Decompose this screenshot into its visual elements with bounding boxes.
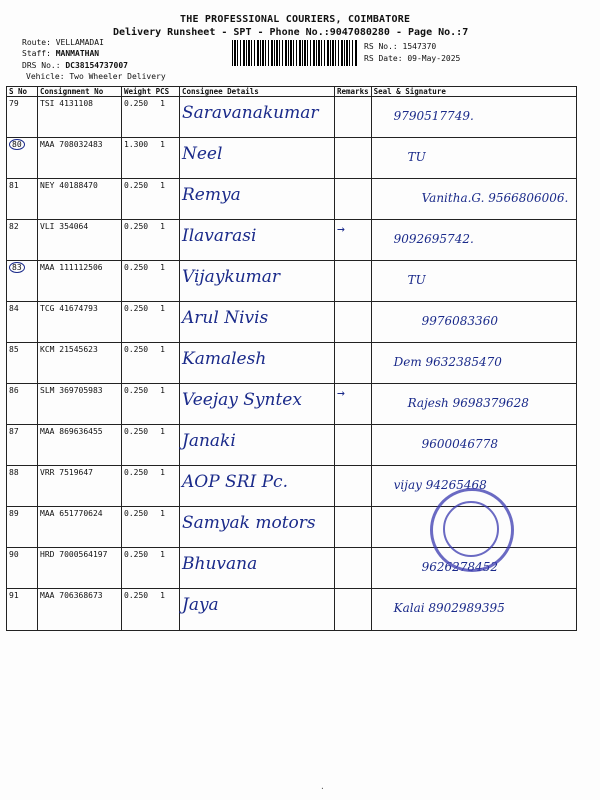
signature-handwriting: 9600046778 bbox=[421, 437, 498, 451]
arrow-icon: → bbox=[337, 386, 345, 401]
consignee-handwriting: Bhuvana bbox=[182, 554, 258, 574]
seal-cell bbox=[371, 220, 576, 261]
barcode-image bbox=[232, 40, 357, 66]
remarks-cell bbox=[335, 179, 372, 220]
remarks-cell bbox=[335, 425, 372, 466]
consignee-cell bbox=[180, 138, 335, 179]
remarks-cell bbox=[335, 261, 372, 302]
drs-label: DRS No.: bbox=[22, 61, 61, 70]
consignment-cell: MAA 111112506 bbox=[38, 261, 122, 302]
consignment-cell: TCG 41674793 bbox=[38, 302, 122, 343]
drs-number: DC38154737007 bbox=[65, 61, 128, 70]
consignee-cell bbox=[180, 220, 335, 261]
pieces-count: 1 bbox=[160, 99, 165, 108]
serial-number-cell: 86 bbox=[7, 384, 38, 425]
remarks-cell bbox=[335, 384, 372, 425]
consignment-cell: MAA 708032483 bbox=[38, 138, 122, 179]
consignee-handwriting: Kamalesh bbox=[182, 349, 267, 369]
weight-cell: 0.250 1 bbox=[122, 97, 180, 138]
consignee-cell bbox=[180, 466, 335, 507]
pieces-count: 1 bbox=[160, 140, 165, 149]
seal-cell bbox=[371, 261, 576, 302]
pieces-count: 1 bbox=[160, 345, 165, 354]
serial-number-cell: 81 bbox=[7, 179, 38, 220]
signature-handwriting: TU bbox=[407, 273, 426, 287]
consignee-handwriting: Neel bbox=[182, 144, 223, 164]
col-weight-pcs: Weight PCS bbox=[122, 87, 180, 97]
signature-handwriting: 9092695742. bbox=[393, 232, 474, 246]
consignment-cell: TSI 4131108 bbox=[38, 97, 122, 138]
remarks-cell bbox=[335, 302, 372, 343]
rs-date: RS Date: 09-May-2025 bbox=[364, 54, 461, 63]
pieces-count: 1 bbox=[160, 550, 165, 559]
table-row bbox=[7, 425, 577, 466]
vehicle-text: Vehicle: Two Wheeler Delivery bbox=[26, 72, 166, 81]
pieces-count: 1 bbox=[160, 427, 165, 436]
seal-cell bbox=[371, 343, 576, 384]
consignee-cell bbox=[180, 507, 335, 548]
consignee-handwriting: Ilavarasi bbox=[182, 226, 257, 246]
pieces-count: 1 bbox=[160, 468, 165, 477]
serial-number-cell: 88 bbox=[7, 466, 38, 507]
table-row bbox=[7, 384, 577, 425]
signature-handwriting: 9626278452 bbox=[421, 560, 498, 574]
consignee-handwriting: Remya bbox=[182, 185, 241, 205]
consignee-handwriting: Veejay Syntex bbox=[182, 390, 302, 410]
weight-cell: 0.250 1 bbox=[122, 589, 180, 631]
pieces-count: 1 bbox=[160, 304, 165, 313]
weight-cell: 0.250 1 bbox=[122, 179, 180, 220]
signature-handwriting: Kalai 8902989395 bbox=[393, 601, 505, 615]
arrow-icon: → bbox=[337, 222, 345, 237]
company-stamp bbox=[430, 488, 514, 572]
pieces-count: 1 bbox=[160, 386, 165, 395]
signature-handwriting: 9790517749. bbox=[393, 109, 474, 123]
consignee-handwriting: Saravanakumar bbox=[182, 103, 319, 123]
seal-cell bbox=[371, 589, 576, 631]
consignee-handwriting: Vijaykumar bbox=[182, 267, 281, 287]
table-row bbox=[7, 179, 577, 220]
weight-cell: 0.250 1 bbox=[122, 507, 180, 548]
table-row bbox=[7, 589, 577, 631]
table-header bbox=[7, 87, 577, 97]
col-consignment: Consignment No bbox=[38, 87, 122, 97]
seal-cell bbox=[371, 138, 576, 179]
page-mark: · bbox=[320, 784, 325, 793]
consignee-cell bbox=[180, 343, 335, 384]
weight-cell: 0.250 1 bbox=[122, 425, 180, 466]
serial-number-cell: 85 bbox=[7, 343, 38, 384]
pieces-count: 1 bbox=[160, 591, 165, 600]
consignee-handwriting: Janaki bbox=[182, 431, 236, 451]
table-row bbox=[7, 302, 577, 343]
seal-cell bbox=[371, 97, 576, 138]
weight-cell: 0.250 1 bbox=[122, 466, 180, 507]
serial-number-cell: 79 bbox=[7, 97, 38, 138]
signature-handwriting: 9976083360 bbox=[421, 314, 498, 328]
seal-cell bbox=[371, 179, 576, 220]
table-row bbox=[7, 97, 577, 138]
serial-number-cell: 89 bbox=[7, 507, 38, 548]
weight-cell: 0.250 1 bbox=[122, 302, 180, 343]
consignee-handwriting: Samyak motors bbox=[182, 513, 316, 533]
serial-number-cell: 87 bbox=[7, 425, 38, 466]
table-row bbox=[7, 220, 577, 261]
consignee-cell bbox=[180, 425, 335, 466]
consignee-handwriting: AOP SRI Pc. bbox=[182, 472, 288, 492]
col-consignee: Consignee Details bbox=[180, 87, 335, 97]
weight-cell: 0.250 1 bbox=[122, 343, 180, 384]
col-sno: S No bbox=[7, 87, 38, 97]
drs-line bbox=[22, 61, 128, 70]
signature-handwriting: Vanitha.G. 9566806006. bbox=[421, 191, 569, 205]
seal-cell bbox=[371, 384, 576, 425]
seal-cell bbox=[371, 425, 576, 466]
table-row bbox=[7, 138, 577, 179]
consignment-cell: KCM 21545623 bbox=[38, 343, 122, 384]
signature-handwriting: vijay 94265468 bbox=[393, 478, 487, 492]
remarks-cell bbox=[335, 507, 372, 548]
consignee-cell bbox=[180, 302, 335, 343]
consignee-cell bbox=[180, 179, 335, 220]
weight-cell: 1.300 1 bbox=[122, 138, 180, 179]
staff-name: MANMATHAN bbox=[55, 49, 100, 58]
consignee-cell bbox=[180, 97, 335, 138]
signature-handwriting: Rajesh 9698379628 bbox=[407, 396, 529, 410]
consignee-cell bbox=[180, 384, 335, 425]
consignee-handwriting: Arul Nivis bbox=[182, 308, 269, 328]
weight-cell: 0.250 1 bbox=[122, 220, 180, 261]
remarks-cell bbox=[335, 220, 372, 261]
serial-number-cell: 82 bbox=[7, 220, 38, 261]
serial-number-cell: 83 bbox=[7, 261, 38, 302]
pieces-count: 1 bbox=[160, 509, 165, 518]
consignment-cell: VRR 7519647 bbox=[38, 466, 122, 507]
serial-number-cell: 84 bbox=[7, 302, 38, 343]
serial-number-cell: 80 bbox=[7, 138, 38, 179]
weight-cell: 0.250 1 bbox=[122, 384, 180, 425]
weight-cell: 0.250 1 bbox=[122, 548, 180, 589]
serial-number-cell: 91 bbox=[7, 589, 38, 631]
seal-cell bbox=[371, 302, 576, 343]
rs-number: RS No.: 1547370 bbox=[364, 42, 437, 51]
remarks-cell bbox=[335, 548, 372, 589]
serial-number-cell: 90 bbox=[7, 548, 38, 589]
col-remarks: Remarks bbox=[335, 87, 372, 97]
document-title: THE PROFESSIONAL COURIERS, COIMBATORE bbox=[180, 14, 411, 25]
table-row bbox=[7, 343, 577, 384]
weight-cell: 0.250 1 bbox=[122, 261, 180, 302]
pieces-count: 1 bbox=[160, 222, 165, 231]
remarks-cell bbox=[335, 343, 372, 384]
signature-handwriting: TU bbox=[407, 150, 426, 164]
consignment-cell: SLM 369705983 bbox=[38, 384, 122, 425]
remarks-cell bbox=[335, 138, 372, 179]
remarks-cell bbox=[335, 97, 372, 138]
document-subtitle: Delivery Runsheet - SPT - Phone No.:9047080280 - Page No.:7 bbox=[113, 27, 469, 38]
remarks-cell bbox=[335, 589, 372, 631]
consignee-cell bbox=[180, 589, 335, 631]
pieces-count: 1 bbox=[160, 181, 165, 190]
consignment-cell: MAA 651770624 bbox=[38, 507, 122, 548]
consignment-cell: MAA 706368673 bbox=[38, 589, 122, 631]
remarks-cell bbox=[335, 466, 372, 507]
consignment-cell: NEY 40188470 bbox=[38, 179, 122, 220]
consignee-handwriting: Jaya bbox=[182, 595, 219, 615]
consignee-cell bbox=[180, 261, 335, 302]
col-seal: Seal & Signature bbox=[371, 87, 576, 97]
consignment-cell: MAA 869636455 bbox=[38, 425, 122, 466]
consignment-cell: HRD 7000564197 bbox=[38, 548, 122, 589]
consignee-cell bbox=[180, 548, 335, 589]
pieces-count: 1 bbox=[160, 263, 165, 272]
signature-handwriting: Dem 9632385470 bbox=[393, 355, 502, 369]
staff-label: Staff: bbox=[22, 49, 51, 58]
table-row bbox=[7, 261, 577, 302]
route-text: Route: VELLAMADAI bbox=[22, 38, 104, 47]
consignment-cell: VLI 354064 bbox=[38, 220, 122, 261]
staff-line bbox=[22, 49, 99, 58]
